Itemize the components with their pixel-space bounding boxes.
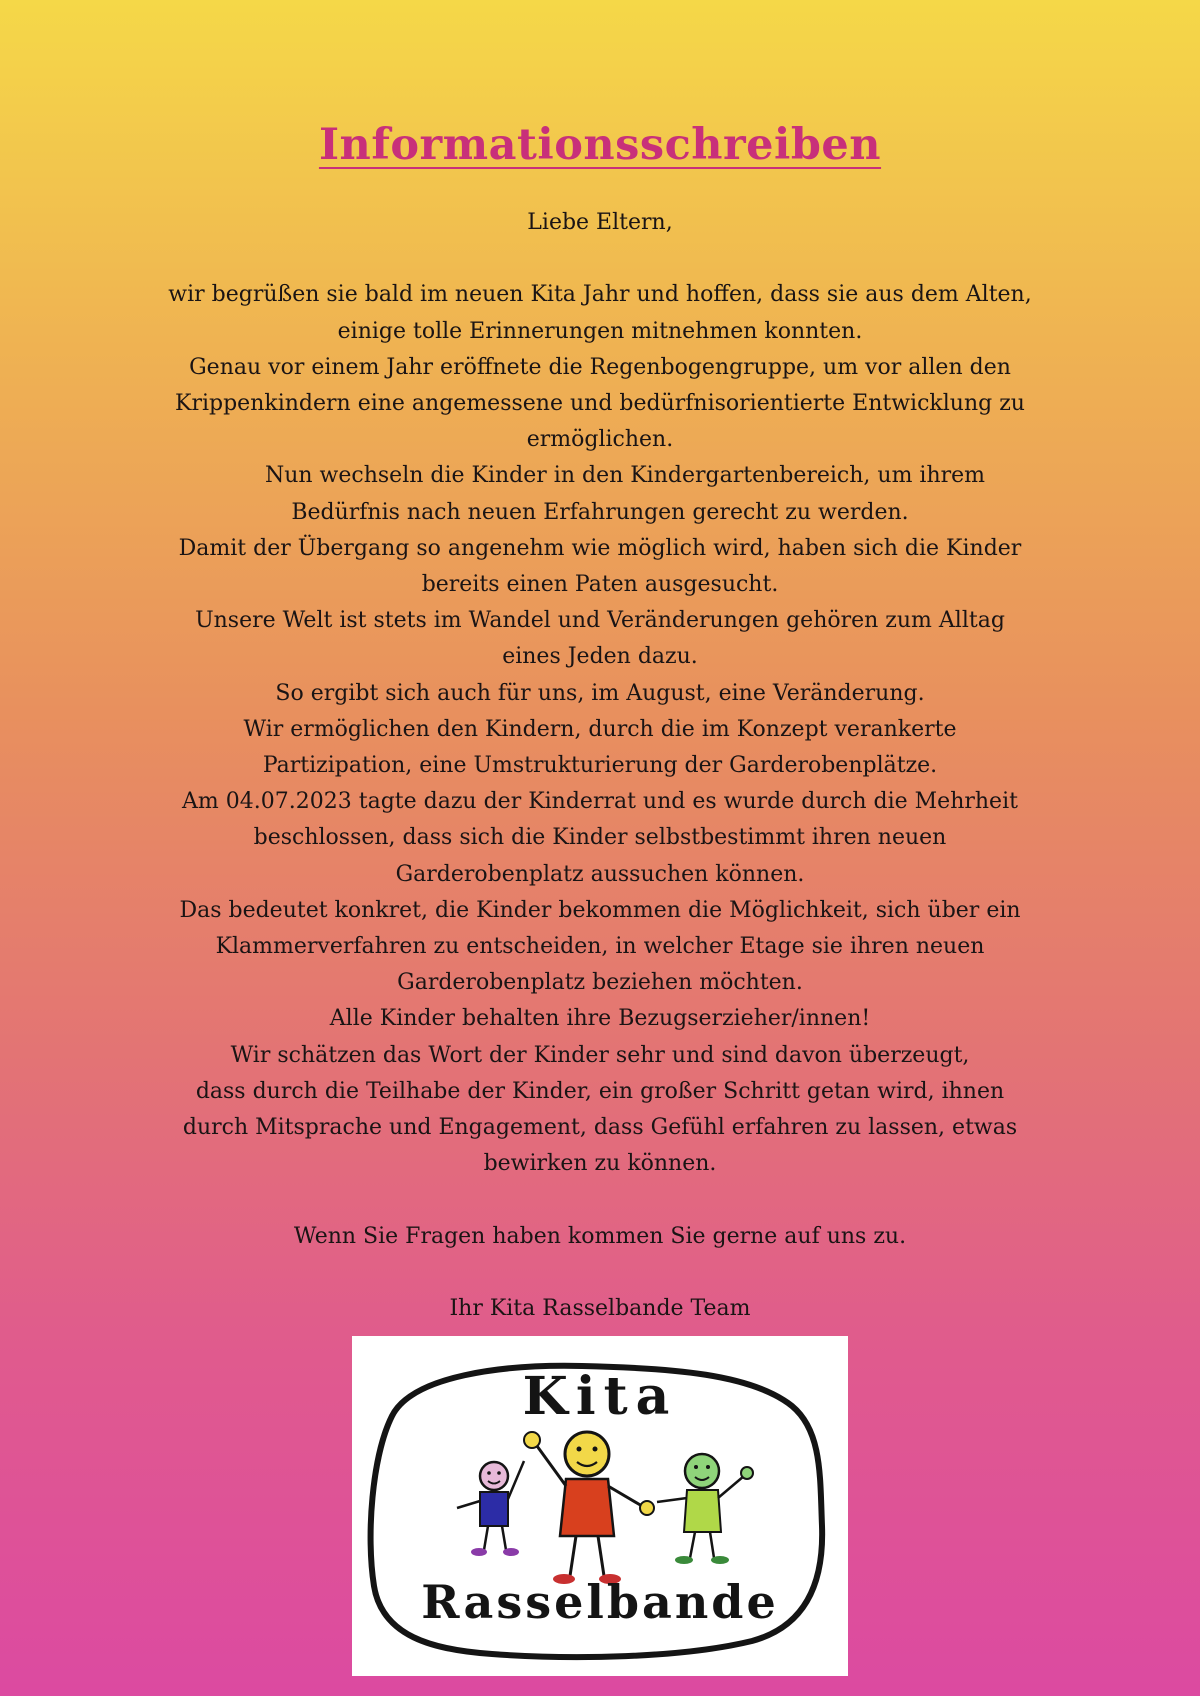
kita-logo-drawing [352,1336,848,1676]
body-line: Am 04.07.2023 tagte dazu der Kinderrat und es wurde durch die Mehrheit [182,789,1018,815]
body-line: Partizipation, eine Umstrukturierung der Garderobenplätze. [262,753,938,779]
body-line: Genau vor einem Jahr eröffnete die Regenbogengruppe, um vor allen den [189,354,1011,380]
body-line: Alle Kinder behalten ihre Bezugserzieher/innen! [329,1006,871,1032]
body-line: einige tolle Erinnerungen mitnehmen konnten. [337,318,863,344]
logo-bottom-text: Rasselbande [421,1575,779,1629]
body-line: durch Mitsprache und Engagement, dass Gefühl erfahren zu lassen, etwas [182,1115,1018,1141]
greeting: Liebe Eltern, [527,210,673,235]
body-line: Wir schätzen das Wort der Kinder sehr und sind davon überzeugt, [230,1042,970,1068]
body-line: Garderobenplatz aussuchen können. [395,861,805,887]
body-line: Wir ermöglichen den Kindern, durch die im Konzept verankerte [243,716,957,742]
body-line: beschlossen, dass sich die Kinder selbstbestimmt ihren neuen [253,825,947,851]
body-line: eines Jeden dazu. [502,644,698,670]
body-line: wir begrüßen sie bald im neuen Kita Jahr und hoffen, dass sie aus dem Alten, [168,282,1032,308]
questions-line: Wenn Sie Fragen haben kommen Sie gerne auf uns zu. [293,1223,907,1249]
letter-title: Informationsschreiben [318,120,882,170]
body-line: dass durch die Teilhabe der Kinder, ein großer Schritt getan wird, ihnen [195,1078,1005,1104]
body-line: Unsere Welt ist stets im Wandel und Veränderungen gehören zum Alltag [195,608,1005,634]
body-line: Nun wechseln die Kinder in den Kindergartenbereich, um ihrem [264,463,986,489]
logo-top-text: Kita [522,1366,678,1427]
body-line: Das bedeutet konkret, die Kinder bekommen die Möglichkeit, sich über ein [179,897,1021,923]
body-line: bereits einen Paten ausgesucht. [421,572,779,598]
body-line: bewirken zu können. [483,1151,717,1177]
body-line: Bedürfnis nach neuen Erfahrungen gerecht zu werden. [291,499,909,525]
body-line: Garderobenplatz beziehen möchten. [397,970,803,996]
kita-logo [352,1336,848,1676]
signature: Ihr Kita Rasselbande Team [449,1296,751,1322]
body-line: Klammerverfahren zu entscheiden, in welcher Etage sie ihren neuen [215,934,985,960]
body-line: ermöglichen. [526,427,674,453]
letter-body [100,205,1100,1327]
body-line: Damit der Übergang so angenehm wie möglich wird, haben sich die Kinder [178,535,1022,561]
body-line: Krippenkindern eine angemessene und bedürfnisorientierte Entwicklung zu [175,391,1025,416]
body-line: So ergibt sich auch für uns, im August, eine Veränderung. [275,680,925,706]
